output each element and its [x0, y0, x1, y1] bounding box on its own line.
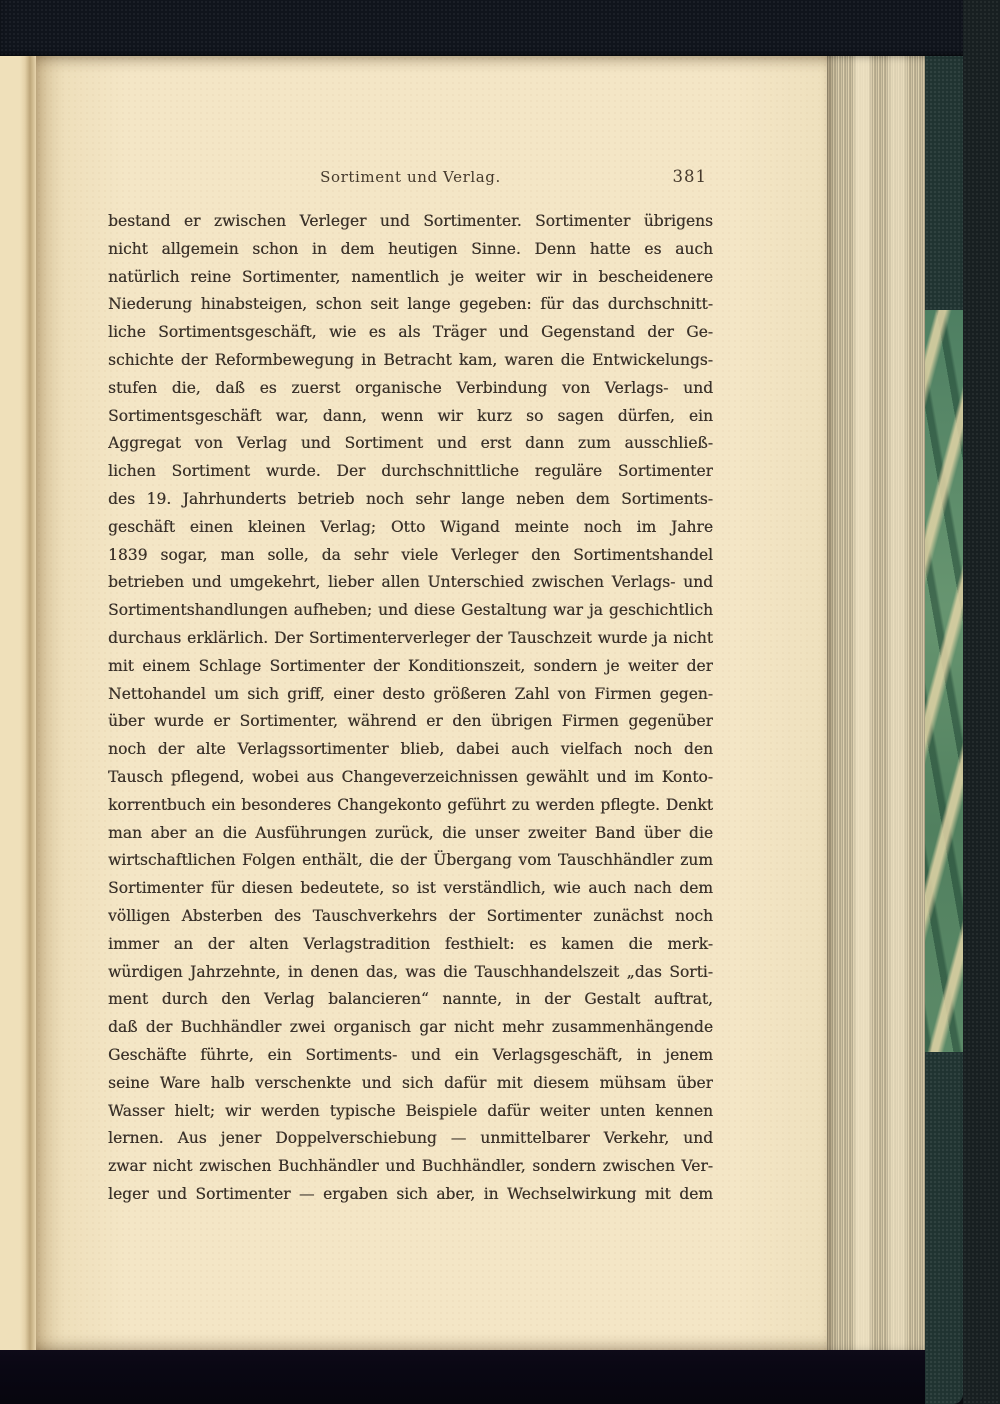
text-line: liche Sortimentsgeschäft, wie es als Träger und Gegenstand der Ge- [108, 323, 713, 342]
text-line: geschäft einen kleinen Verlag; Otto Wigand meinte noch im Jahre [108, 517, 713, 536]
running-title: Sortiment und Verlag. [320, 168, 501, 186]
text-line: korrentbuch ein besonderes Changekonto geführt zu werden pflegte. Denkt [108, 795, 713, 814]
text-line: mit einem Schlage Sortimenter der Konditionszeit, sondern je weiter der [108, 656, 713, 675]
page-number: 381 [672, 167, 707, 186]
text-line: lichen Sortiment wurde. Der durchschnittliche reguläre Sortimenter [108, 462, 713, 481]
cover-board-edge [925, 34, 963, 1404]
text-line: Tausch pflegend, wobei aus Changeverzeichnissen gewählt und im Konto- [108, 767, 713, 786]
leather-corner-bottom [925, 1052, 963, 1404]
text-column [108, 56, 713, 1350]
text-line: Wasser hielt; wir werden typische Beispiele dafür weiter unten kennen [108, 1101, 713, 1120]
text-line: bestand er zwischen Verleger und Sortimenter. Sortimenter übrigens [108, 212, 713, 230]
page-header [108, 168, 713, 192]
text-line: nicht allgemein schon in dem heutigen Sinne. Denn hatte es auch [108, 239, 713, 258]
text-line: Niederung hinabsteigen, schon seit lange gegeben: für das durchschnitt- [108, 295, 713, 314]
text-line: leger und Sortimenter — ergaben sich aber, in Wechselwirkung mit dem [108, 1184, 713, 1203]
text-line: Aggregat von Verlag und Sortiment und erst dann zum ausschließ- [108, 434, 713, 453]
text-line: betrieben und umgekehrt, lieber allen Unterschied zwischen Verlags- und [108, 573, 713, 592]
text-line: Sortimentsgeschäft war, dann, wenn wir kurz so sagen dürfen, ein [108, 406, 713, 425]
leather-corner-top [925, 34, 963, 310]
text-line: noch der alte Verlagssortimenter blieb, dabei auch vielfach noch den [108, 740, 713, 759]
text-line: wirtschaftlichen Folgen enthält, die der Übergang vom Tauschhändler zum [108, 851, 713, 870]
text-line: völligen Absterben des Tauschverkehrs der Sortimenter zunächst noch [108, 906, 713, 925]
text-line: durchaus erklärlich. Der Sortimenterverleger der Tauschzeit wurde ja nicht [108, 628, 713, 647]
text-line: zwar nicht zwischen Buchhändler und Buchhändler, sondern zwischen Ver- [108, 1157, 713, 1176]
book-cover-cloth [963, 0, 1000, 1404]
shadow-below-book [0, 1350, 925, 1404]
page-block-fore-edge [827, 54, 925, 1358]
book-page [36, 56, 827, 1350]
body-text [108, 208, 713, 1209]
marbled-board-paper [925, 310, 963, 1052]
text-line: 1839 sogar, man solle, da sehr viele Verleger den Sortimentshandel [108, 545, 713, 564]
text-line: Geschäfte führte, ein Sortiments- und ein Verlagsgeschäft, in jenem [108, 1045, 713, 1064]
text-line: Sortimentshandlungen aufheben; und diese Gestaltung war ja geschichtlich [108, 601, 713, 620]
text-line: des 19. Jahrhunderts betrieb noch sehr lange neben dem Sortiments- [108, 489, 713, 508]
text-line: natürlich reine Sortimenter, namentlich je weiter wir in bescheidenere [108, 267, 713, 286]
text-line: Nettohandel um sich griff, einer desto größeren Zahl von Firmen gegen- [108, 684, 713, 703]
text-line: man aber an die Ausführungen zurück, die unser zweiter Band über die [108, 823, 713, 842]
text-line: seine Ware halb verschenkte und sich dafür mit diesem mühsam über [108, 1073, 713, 1092]
text-line: lernen. Aus jener Doppelverschiebung — unmittelbarer Verkehr, und [108, 1129, 713, 1148]
text-line: über wurde er Sortimenter, während er den übrigen Firmen gegenüber [108, 712, 713, 731]
cover-top-edge [0, 0, 963, 56]
text-line: ment durch den Verlag balancieren“ nannte, in der Gestalt auftrat, [108, 990, 713, 1009]
text-line: schichte der Reformbewegung in Betracht kam, waren die Entwickelungs- [108, 350, 713, 369]
text-line: daß der Buchhändler zwei organisch gar nicht mehr zusammenhängende [108, 1018, 713, 1037]
text-line: immer an der alten Verlagstradition festhielt: es kamen die merk- [108, 934, 713, 953]
text-line: würdigen Jahrzehnte, in denen das, was die Tauschhandelszeit „das Sorti- [108, 962, 713, 981]
text-line: Sortimenter für diesen bedeutete, so ist verständlich, wie auch nach dem [108, 879, 713, 898]
gutter-page-edges [0, 56, 36, 1350]
text-line: stufen die, daß es zuerst organische Verbindung von Verlags- und [108, 378, 713, 397]
